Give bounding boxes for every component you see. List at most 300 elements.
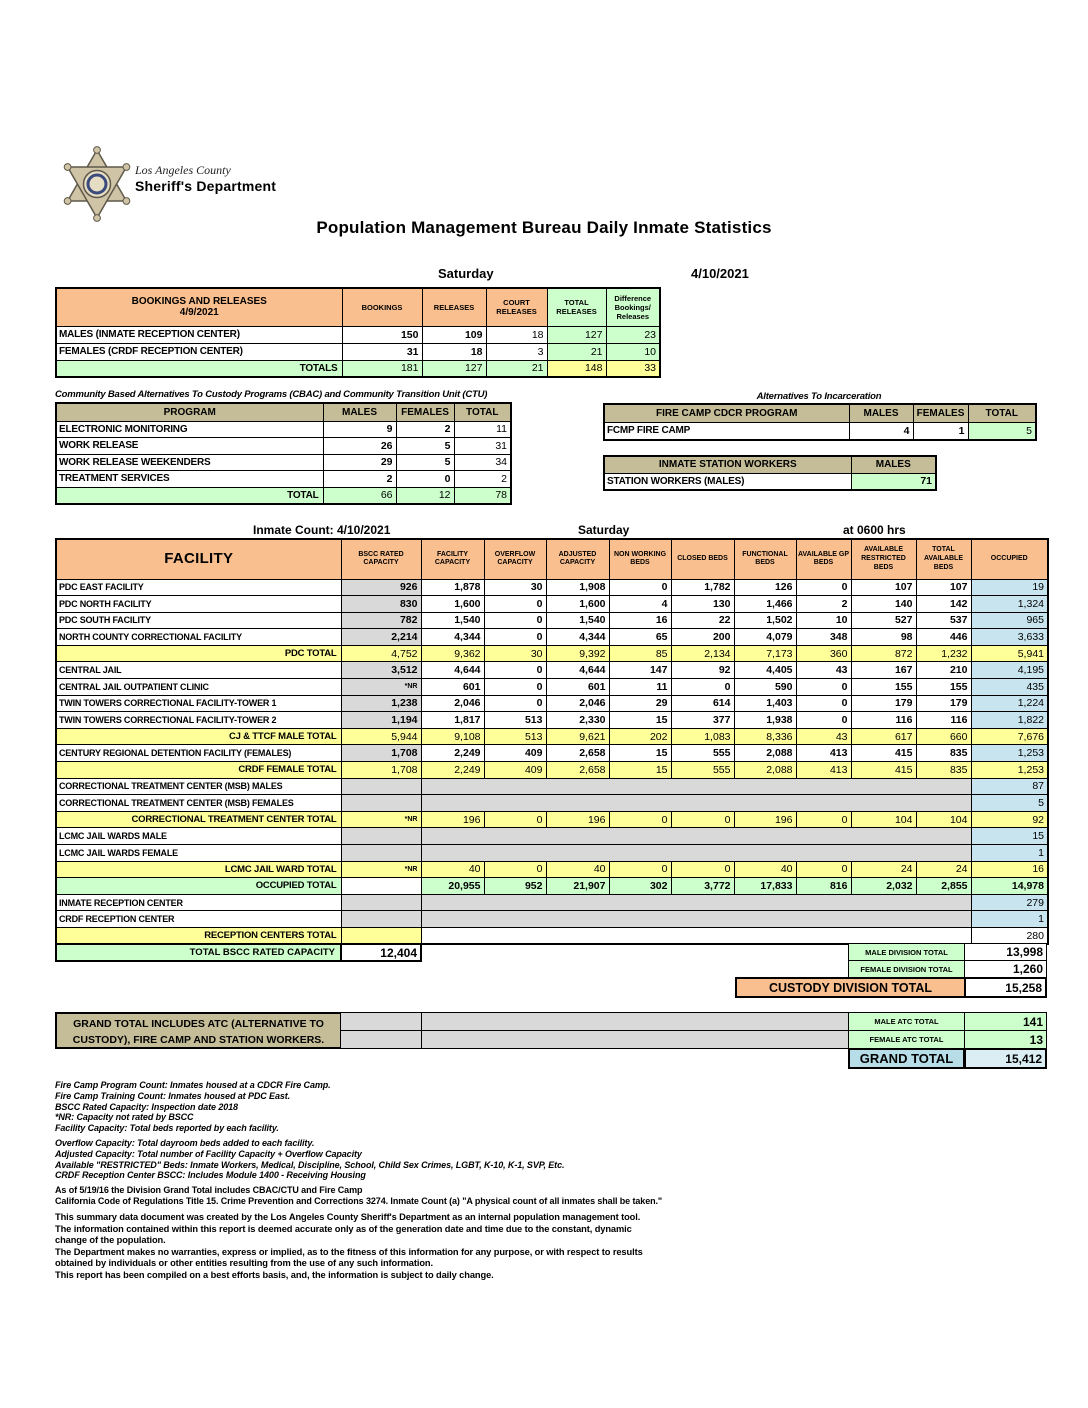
- subtotal-cell: 196: [734, 811, 796, 828]
- totals-label: TOTAL: [56, 487, 323, 504]
- facility-row: [56, 828, 1048, 845]
- subtotal-cell: *NR: [341, 811, 421, 828]
- subtotal-cell: 0: [671, 861, 734, 878]
- value-cell: 4: [849, 422, 913, 440]
- station-row: [604, 473, 936, 490]
- value-cell: 1,782: [671, 579, 734, 596]
- value-cell: 0: [484, 679, 546, 696]
- fire-camp-table: [603, 403, 1037, 441]
- value-cell: 31: [342, 343, 422, 360]
- value-cell: 4,344: [546, 629, 609, 646]
- subtotal-label: CJ & TTCF MALE TOTAL: [56, 728, 341, 745]
- facility-label: CENTRAL JAIL: [56, 662, 341, 679]
- custody-division-total-label: CUSTODY DIVISION TOTAL: [735, 977, 966, 998]
- value-cell: 1,324: [971, 596, 1048, 613]
- value-cell: 4,644: [546, 662, 609, 679]
- value-cell: 4,405: [734, 662, 796, 679]
- facility-row: [56, 612, 1048, 629]
- merged-cell: [421, 845, 971, 862]
- empty-cell: [341, 828, 421, 845]
- row-label: STATION WORKERS (MALES): [604, 473, 851, 490]
- grand-total-note-line2: CUSTODY), FIRE CAMP AND STATION WORKERS.: [72, 1034, 325, 1046]
- value-cell: 126: [734, 579, 796, 596]
- occupied-total-cell: 21,907: [546, 878, 609, 895]
- disclaimer-line: The Department makes no warranties, express or implied, as to the fitness of this information for any purpose, or with respect to results obtained by individuals or other entities resulting from the use of any such information.: [55, 1246, 643, 1268]
- value-cell: 155: [851, 679, 916, 696]
- bookings-date: 4/9/2021: [179, 307, 219, 319]
- firecamp-header-row: [604, 404, 1036, 422]
- subtotal-label: PDC TOTAL: [56, 645, 341, 662]
- column-header: AVAILABLE RESTRICTED BEDS: [851, 539, 916, 579]
- value-cell: 4,195: [971, 662, 1048, 679]
- subtotal-cell: 202: [609, 728, 671, 745]
- total-cell: 12: [396, 487, 454, 504]
- facility-row: [56, 861, 1048, 878]
- female-division-total-value: 1,260: [964, 960, 1047, 978]
- value-cell: 0: [796, 695, 851, 712]
- subtotal-cell: 196: [421, 811, 484, 828]
- occupied-total-cell: 14,978: [971, 878, 1048, 895]
- row-label: TREATMENT SERVICES: [56, 471, 323, 488]
- facility-label: PDC NORTH FACILITY: [56, 596, 341, 613]
- value-cell: 21: [547, 343, 606, 360]
- column-header: FUNCTIONAL BEDS: [734, 539, 796, 579]
- facility-row: [56, 811, 1048, 828]
- empty-cell: [341, 845, 421, 862]
- value-cell: 29: [323, 454, 396, 471]
- value-cell: 71: [851, 473, 936, 490]
- column-header: MALES: [323, 403, 396, 421]
- grand-total-note-line1: GRAND TOTAL INCLUDES ATC (ALTERNATIVE TO: [73, 1018, 324, 1030]
- value-cell: 0: [609, 579, 671, 596]
- facility-label: INMATE RECEPTION CENTER: [56, 894, 341, 911]
- value-cell: 31: [454, 438, 511, 455]
- value-cell: 26: [323, 438, 396, 455]
- subtotal-cell: 4,752: [341, 645, 421, 662]
- column-header: OVERFLOW CAPACITY: [484, 539, 546, 579]
- occupied-cell: 1: [971, 911, 1048, 928]
- value-cell: 179: [916, 695, 971, 712]
- subtotal-label: LCMC JAIL WARD TOTAL: [56, 861, 341, 878]
- bookings-releases-table: [55, 287, 661, 378]
- subtotal-cell: 0: [609, 861, 671, 878]
- facility-row: [56, 762, 1048, 779]
- cbac-row: [56, 438, 511, 455]
- subtotal-cell: 104: [851, 811, 916, 828]
- facility-label: LCMC JAIL WARDS MALE: [56, 828, 341, 845]
- subtotal-cell: 872: [851, 645, 916, 662]
- value-cell: 92: [671, 662, 734, 679]
- value-cell: 2: [323, 471, 396, 488]
- value-cell: 34: [454, 454, 511, 471]
- value-cell: 965: [971, 612, 1048, 629]
- value-cell: 127: [547, 326, 606, 343]
- cbac-totals-row: [56, 487, 511, 504]
- subtotal-cell: 660: [916, 728, 971, 745]
- total-cell: 181: [342, 360, 422, 377]
- value-cell: 210: [916, 662, 971, 679]
- bscc-total-value: 12,404: [340, 943, 422, 962]
- facility-row: [56, 645, 1048, 662]
- column-header: FACILITY: [56, 539, 341, 579]
- facility-row: [56, 695, 1048, 712]
- value-cell: 1,194: [341, 712, 421, 729]
- subtotal-cell: *NR: [341, 861, 421, 878]
- value-cell: 1,822: [971, 712, 1048, 729]
- occupied-total-cell: 17,833: [734, 878, 796, 895]
- value-cell: 1,708: [341, 745, 421, 762]
- occupied-cell: 279: [971, 894, 1048, 911]
- value-cell: 4,644: [421, 662, 484, 679]
- facility-label: CRDF RECEPTION CENTER: [56, 911, 341, 928]
- value-cell: 1,908: [546, 579, 609, 596]
- report-date: 4/10/2021: [691, 266, 749, 281]
- value-cell: 30: [484, 579, 546, 596]
- bookings-row: [56, 343, 660, 360]
- merged-cell: [421, 795, 971, 812]
- value-cell: 5: [396, 454, 454, 471]
- lasd-logo-text: [135, 163, 276, 194]
- column-header: FEMALES: [396, 403, 454, 421]
- occupied-total-cell: 20,955: [421, 878, 484, 895]
- column-header: CLOSED BEDS: [671, 539, 734, 579]
- column-header: FIRE CAMP CDCR PROGRAM: [604, 404, 849, 422]
- column-header: INMATE STATION WORKERS: [604, 456, 851, 473]
- facility-label: CENTURY REGIONAL DETENTION FACILITY (FEMALES): [56, 745, 341, 762]
- report-day: Saturday: [438, 266, 494, 281]
- facility-label: CORRECTIONAL TREATMENT CENTER (MSB) FEMALES: [56, 795, 341, 812]
- value-cell: 2,330: [546, 712, 609, 729]
- value-cell: 614: [671, 695, 734, 712]
- facility-row: [56, 894, 1048, 911]
- male-division-total-label: MALE DIVISION TOTAL: [848, 943, 965, 961]
- subtotal-cell: 555: [671, 762, 734, 779]
- column-header: TOTAL RELEASES: [547, 288, 606, 326]
- firecamp-row: [604, 422, 1036, 440]
- male-atc-total-value: 141: [964, 1012, 1047, 1031]
- subtotal-cell: 415: [851, 762, 916, 779]
- atc-filler-cell: [340, 1030, 422, 1049]
- disclaimer-line: This report has been compiled on a best efforts basis, and, the information is subject to daily change.: [55, 1269, 494, 1280]
- value-cell: 23: [606, 326, 660, 343]
- footnote-line: Overflow Capacity: Total dayroom beds added to each facility.: [55, 1137, 315, 1148]
- value-cell: 107: [851, 579, 916, 596]
- value-cell: 0: [484, 629, 546, 646]
- facility-row: [56, 728, 1048, 745]
- value-cell: 601: [421, 679, 484, 696]
- total-cell: 148: [547, 360, 606, 377]
- subtotal-cell: 16: [971, 861, 1048, 878]
- facility-statistics-table: [55, 538, 1049, 945]
- male-division-total-value: 13,998: [964, 943, 1047, 961]
- subtotal-cell: 1,253: [971, 762, 1048, 779]
- subtotal-cell: 513: [484, 728, 546, 745]
- value-cell: 413: [796, 745, 851, 762]
- disclaimer-line: This summary data document was created by the Los Angeles County Sheriff's Department as an internal population management tool.: [55, 1212, 641, 1222]
- column-header: NON WORKING BEDS: [609, 539, 671, 579]
- occupied-cell: 5: [971, 795, 1048, 812]
- value-cell: 29: [609, 695, 671, 712]
- value-cell: 167: [851, 662, 916, 679]
- facility-row: [56, 911, 1048, 928]
- value-cell: 11: [454, 421, 511, 438]
- value-cell: 179: [851, 695, 916, 712]
- disclaimer-line: The information contained within this report is deemed accurate only as of the generation date and time due to the constant, dynamic change of the population.: [55, 1223, 632, 1245]
- merged-cell: [421, 911, 971, 928]
- page-title: Population Management Bureau Daily Inmate Statistics: [316, 218, 772, 237]
- value-cell: 0: [484, 695, 546, 712]
- subtotal-cell: 104: [916, 811, 971, 828]
- value-cell: 435: [971, 679, 1048, 696]
- column-header: MALES: [849, 404, 913, 422]
- value-cell: 2,214: [341, 629, 421, 646]
- disclaimer: [55, 1212, 660, 1281]
- value-cell: 200: [671, 629, 734, 646]
- subtotal-cell: 0: [609, 811, 671, 828]
- value-cell: 2,046: [546, 695, 609, 712]
- facility-row: [56, 579, 1048, 596]
- row-label: FEMALES (CRDF RECEPTION CENTER): [56, 343, 342, 360]
- column-header: OCCUPIED: [971, 539, 1048, 579]
- value-cell: 98: [851, 629, 916, 646]
- value-cell: 116: [916, 712, 971, 729]
- atc-filler-cell: [421, 1012, 849, 1031]
- merged-cell: [421, 778, 971, 795]
- subtotal-cell: 0: [796, 861, 851, 878]
- subtotal-cell: 1,083: [671, 728, 734, 745]
- subtotal-cell: 835: [916, 762, 971, 779]
- value-cell: 446: [916, 629, 971, 646]
- occupied-total-cell: 2,032: [851, 878, 916, 895]
- total-cell: 21: [486, 360, 547, 377]
- value-cell: 555: [671, 745, 734, 762]
- value-cell: 2,249: [421, 745, 484, 762]
- empty-cell: [341, 894, 421, 911]
- facility-row: [56, 596, 1048, 613]
- subtotal-cell: 0: [484, 861, 546, 878]
- value-cell: 835: [916, 745, 971, 762]
- footnote-line: Facility Capacity: Total beds reported by each facility.: [55, 1123, 279, 1134]
- facility-row: [56, 745, 1048, 762]
- subtotal-cell: 1,708: [341, 762, 421, 779]
- empty-cell: [341, 911, 421, 928]
- total-cell: 66: [323, 487, 396, 504]
- subtotal-cell: 2,249: [421, 762, 484, 779]
- column-header: BOOKINGS: [342, 288, 422, 326]
- female-atc-total-label: FEMALE ATC TOTAL: [848, 1030, 965, 1049]
- bookings-title: BOOKINGS AND RELEASES: [131, 296, 267, 308]
- merged-cell: [421, 894, 971, 911]
- total-cell: 78: [454, 487, 511, 504]
- subtotal-cell: 24: [851, 861, 916, 878]
- value-cell: 3,512: [341, 662, 421, 679]
- totals-label: TOTALS: [56, 360, 342, 377]
- value-cell: 65: [609, 629, 671, 646]
- subtotal-cell: 2,088: [734, 762, 796, 779]
- value-cell: 0: [796, 712, 851, 729]
- value-cell: 1,253: [971, 745, 1048, 762]
- subtotal-label: CRDF FEMALE TOTAL: [56, 762, 341, 779]
- subtotal-cell: 9,621: [546, 728, 609, 745]
- facility-header-row: [56, 539, 1048, 579]
- grand-total-label: GRAND TOTAL: [848, 1048, 965, 1069]
- empty-cell: [341, 878, 421, 895]
- footnote-line: BSCC Rated Capacity: Inspection date 2018: [55, 1101, 238, 1112]
- occupied-total-cell: 302: [609, 878, 671, 895]
- merged-cell: [421, 828, 971, 845]
- row-label: WORK RELEASE WEEKENDERS: [56, 454, 323, 471]
- value-cell: 0: [796, 679, 851, 696]
- facility-row: [56, 778, 1048, 795]
- value-cell: 155: [916, 679, 971, 696]
- facility-label: TWIN TOWERS CORRECTIONAL FACILITY-TOWER 2: [56, 712, 341, 729]
- footnote-line: Fire Camp Program Count: Inmates housed at a CDCR Fire Camp.: [55, 1080, 331, 1090]
- subtotal-cell: 7,173: [734, 645, 796, 662]
- subtotal-cell: 5,944: [341, 728, 421, 745]
- male-atc-total-label: MALE ATC TOTAL: [848, 1012, 965, 1031]
- value-cell: 409: [484, 745, 546, 762]
- logo-department-line: Sheriff's Department: [135, 178, 277, 194]
- subtotal-cell: 5,941: [971, 645, 1048, 662]
- footnote-line: Adjusted Capacity: Total number of Facility Capacity + Overflow Capacity: [55, 1148, 362, 1159]
- value-cell: 590: [734, 679, 796, 696]
- value-cell: 10: [796, 612, 851, 629]
- facility-label: PDC SOUTH FACILITY: [56, 612, 341, 629]
- merged-cell: [421, 927, 971, 944]
- value-cell: 1,817: [421, 712, 484, 729]
- female-atc-total-value: 13: [964, 1030, 1047, 1049]
- value-cell: 0: [396, 471, 454, 488]
- value-cell: 2: [454, 471, 511, 488]
- cbac-row: [56, 421, 511, 438]
- footnote-line: Fire Camp Training Count: Inmates housed at PDC East.: [55, 1090, 291, 1101]
- value-cell: 18: [422, 343, 486, 360]
- female-division-total-label: FEMALE DIVISION TOTAL: [848, 960, 965, 978]
- value-cell: 4,344: [421, 629, 484, 646]
- value-cell: 3: [486, 343, 547, 360]
- value-cell: 16: [609, 612, 671, 629]
- atc-filler-cell: [340, 1012, 422, 1031]
- column-header: MALES: [851, 456, 936, 473]
- value-cell: *NR: [341, 679, 421, 696]
- value-cell: 1: [913, 422, 968, 440]
- value-cell: 10: [606, 343, 660, 360]
- value-cell: 2,046: [421, 695, 484, 712]
- value-cell: 527: [851, 612, 916, 629]
- facility-label: PDC EAST FACILITY: [56, 579, 341, 596]
- cbac-table: [55, 402, 512, 505]
- subtotal-cell: 15: [609, 762, 671, 779]
- value-cell: 1,600: [546, 596, 609, 613]
- column-header: RELEASES: [422, 288, 486, 326]
- station-header-row: [604, 456, 936, 473]
- subtotal-cell: 40: [734, 861, 796, 878]
- column-header: ADJUSTED CAPACITY: [546, 539, 609, 579]
- facility-row: [56, 845, 1048, 862]
- empty-cell: [341, 778, 421, 795]
- occupied-cell: 87: [971, 778, 1048, 795]
- value-cell: 2,658: [546, 745, 609, 762]
- footnote-line: *NR: Capacity not rated by BSCC: [55, 1112, 194, 1123]
- cbac-row: [56, 454, 511, 471]
- value-cell: 4: [609, 596, 671, 613]
- value-cell: 377: [671, 712, 734, 729]
- facility-row: [56, 795, 1048, 812]
- value-cell: 5: [396, 438, 454, 455]
- occupied-cell: 15: [971, 828, 1048, 845]
- value-cell: 19: [971, 579, 1048, 596]
- subtotal-cell: 7,676: [971, 728, 1048, 745]
- value-cell: 15: [609, 745, 671, 762]
- sheriff-star-icon: [60, 144, 135, 226]
- value-cell: 415: [851, 745, 916, 762]
- facility-row: [56, 662, 1048, 679]
- value-cell: 1,600: [421, 596, 484, 613]
- custody-division-total-value: 15,258: [964, 977, 1047, 998]
- value-cell: 2: [396, 421, 454, 438]
- value-cell: 1,938: [734, 712, 796, 729]
- bookings-header-cell: [56, 288, 342, 326]
- value-cell: 4,079: [734, 629, 796, 646]
- subtotal-cell: 2,658: [546, 762, 609, 779]
- value-cell: 109: [422, 326, 486, 343]
- occupied-total-label: OCCUPIED TOTAL: [56, 878, 341, 895]
- inmate-count-day: Saturday: [578, 523, 630, 537]
- value-cell: 830: [341, 596, 421, 613]
- value-cell: 5: [968, 422, 1036, 440]
- facility-label: LCMC JAIL WARDS FEMALE: [56, 845, 341, 862]
- value-cell: 22: [671, 612, 734, 629]
- subtotal-cell: 85: [609, 645, 671, 662]
- subtotal-cell: 196: [546, 811, 609, 828]
- value-cell: 147: [609, 662, 671, 679]
- subtotal-cell: 40: [546, 861, 609, 878]
- row-label: WORK RELEASE: [56, 438, 323, 455]
- empty-cell: [341, 927, 421, 944]
- subtotal-cell: 40: [421, 861, 484, 878]
- facility-row: [56, 679, 1048, 696]
- alternatives-title: Alternatives To Incarceration: [756, 391, 882, 402]
- facility-label: TWIN TOWERS CORRECTIONAL FACILITY-TOWER 1: [56, 695, 341, 712]
- column-header: TOTAL AVAILABLE BEDS: [916, 539, 971, 579]
- station-workers-table: [603, 455, 937, 491]
- value-cell: 1,878: [421, 579, 484, 596]
- total-cell: 33: [606, 360, 660, 377]
- value-cell: 43: [796, 662, 851, 679]
- value-cell: 1,403: [734, 695, 796, 712]
- value-cell: 0: [484, 612, 546, 629]
- subtotal-cell: 9,392: [546, 645, 609, 662]
- value-cell: 142: [916, 596, 971, 613]
- row-label: ELECTRONIC MONITORING: [56, 421, 323, 438]
- value-cell: 11: [609, 679, 671, 696]
- column-header: Difference Bookings/ Releases: [606, 288, 660, 326]
- logo-county-line: Los Angeles County: [135, 163, 231, 177]
- value-cell: 537: [916, 612, 971, 629]
- column-header: FACILITY CAPACITY: [421, 539, 484, 579]
- subtotal-cell: 0: [484, 811, 546, 828]
- row-label: MALES (INMATE RECEPTION CENTER): [56, 326, 342, 343]
- value-cell: 1,238: [341, 695, 421, 712]
- value-cell: 107: [916, 579, 971, 596]
- value-cell: 348: [796, 629, 851, 646]
- footnotes: [55, 1080, 662, 1207]
- value-cell: 0: [484, 662, 546, 679]
- subtotal-cell: 0: [796, 811, 851, 828]
- empty-cell: [341, 795, 421, 812]
- occupied-total-cell: 952: [484, 878, 546, 895]
- subtotal-cell: 2,134: [671, 645, 734, 662]
